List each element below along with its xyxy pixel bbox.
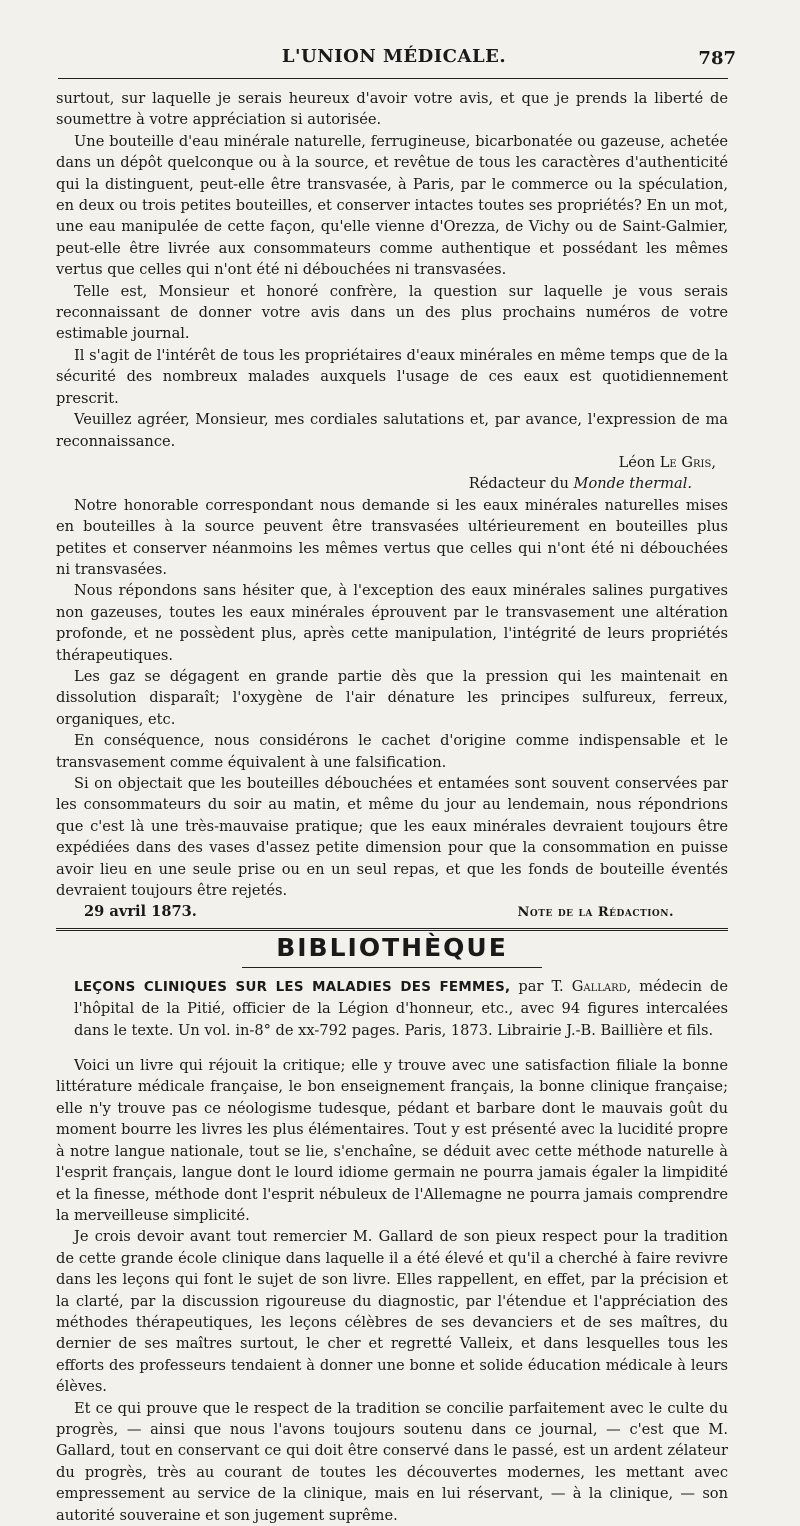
page-number: 787 [698,48,736,69]
book-by: par T. [518,977,564,995]
letter-paragraph: Une bouteille d'eau minérale naturelle, ferrugineuse, bicarbonatée ou gazeuse, achetée dans un dépôt quelconque ou à la source, et revêtue de tous les caractères d'authenticité qui la distinguent, peut-elle être transvasée, à Paris, par le commerce ou la spéculation, en deux ou trois petites bouteilles, et conserver intactes toutes ses propriétés? En un mot, une eau manipulée de cette façon, qu'elle vienne d'Orezza, de Vichy ou de Saint-Galmier, peut-elle être livrée aux consommateurs comme authentique et possédant les mêmes vertus que celles qui n'ont été ni débouchées ni transvasées. [56,132,728,279]
review-paragraph: Voici un livre qui réjouit la critique; elle y trouve avec une satisfaction filiale la bonne littérature médicale française, le bon enseignement français, la bonne clinique française; elle n'y trouve pas ce néologisme tudesque, pédant et barbare dont le mauvais goût du moment bourre les livres les plus élémentaires. Tout y est présenté avec la lucidité propre à notre langue nationale, tout se lie, s'enchaîne, se déduit avec cette méthode naturelle à l'esprit français, langue dont le lourd idiome germain ne pourra jamais égaler la limpidité et la finesse, méthode dont l'esprit nébuleux de l'Allemagne ne pourra jamais comprendre la merveilleuse simplicité. [56,1057,728,1224]
note-row [56,901,728,923]
bibliography-entry [56,976,728,1041]
signature-surname: Le Gris, [659,453,716,471]
section-title-rule [242,967,542,968]
letter-paragraph: Telle est, Monsieur et honoré confrère, la question sur laquelle je vous serais reconnaissant de donner votre avis dans un des plus prochains numéros de votre estimable journal. [56,282,728,343]
signature-publication: Monde thermal. [573,475,692,493]
book-author: Gallard, [571,977,632,995]
article-date: 29 avril 1873. [84,903,197,921]
spacer [56,1041,728,1055]
response-paragraph: Notre honorable correspondant nous demande si les eaux minérales naturelles mises en bouteilles à la source peuvent être transvasées ultérieurement en bouteilles plus petites et conserver néanmoins les mêmes vertus que celles qui n'ont été ni débouchées ni transvasées. [56,496,728,578]
page-body [56,88,728,1526]
letter-paragraph: surtout, sur laquelle je serais heureux d'avoir votre avis, et que je prends la liberté de soumettre à votre appréciation si autorisée. [56,90,728,129]
response-paragraph: Les gaz se dégagent en grande partie dès que la pression qui les maintenait en dissolution disparaît; l'oxygène de l'air dénature les principes sulfureux, ferreux, organiques, etc. [56,667,728,728]
response-paragraph: Si on objectait que les bouteilles débouchées et entamées sont souvent conservées par les consommateurs du soir au matin, et même du jour au lendemain, nous répondrions que c'est là une très-mauvaise pratique; que les eaux minérales devraient toujours être expédiées dans des vases d'assez petite dimension pour que la consommation en puisse avoir lieu en une seule prise ou en un seul repas, et que les fonds de bouteille éventés devraient toujours être rejetés. [56,775,728,900]
signature-first-name: Léon [618,453,656,471]
letter-paragraph: Il s'agit de l'intérêt de tous les propriétaires d'eaux minérales en même temps que de la sécurité des nombreux malades auxquels l'usage de ces eaux est quotidiennement prescrit. [56,346,728,407]
signature-name [56,452,728,473]
editor-note: Note de la Rédaction. [517,905,674,921]
book-title: LEÇONS CLINIQUES SUR LES MALADIES DES FEMMES, [74,979,511,995]
letter-paragraph: Veuillez agréer, Monsieur, mes cordiales salutations et, par avance, l'expression de ma reconnaissance. [56,411,728,450]
journal-title: L'UNION MÉDICALE. [281,46,507,67]
running-header [58,42,736,76]
book-details: médecin de l'hôpital de la Pitié, officier de la Légion d'honneur, etc., avec 94 figures intercalées dans le texte. Un vol. in-8° de xx-792 pages. Paris, 1873. Librairie J.-B. Baillière et fils. [74,977,728,1039]
response-paragraph: Nous répondons sans hésiter que, à l'exception des eaux minérales salines purgatives non gazeuses, toutes les eaux minérales éprouvent par le transvasement une altération profonde, et ne possèdent plus, après cette manipulation, l'intégrité de leurs propriétés thérapeutiques. [56,582,728,664]
response-paragraph: En conséquence, nous considérons le cachet d'origine comme indispensable et le transvasement comme équivalent à une falsification. [56,732,728,771]
section-divider [56,928,728,931]
review-paragraph: Je crois devoir avant tout remercier M. Gallard de son pieux respect pour la tradition de cette grande école clinique dans laquelle il a été élevé et qu'il a cherché à faire revivre dans les leçons qui font le sujet de son livre. Elles rappellent, en effet, par la précision et la clarté, par la discussion rigoureuse du diagnostic, par l'étendue et l'appréciation des méthodes thérapeutiques, les leçons célèbres de ses devanciers et de ses maîtres, du dernier de ses maîtres surtout, le cher et regretté Valleix, et dans lesquelles tous les efforts des professeurs tendaient à donner une bonne et solide éducation médicale à leurs élèves. [56,1228,728,1396]
header-rule [58,78,728,79]
review-paragraph: Et ce qui prouve que le respect de la tradition se concilie parfaitement avec le culte du progrès, — ainsi que nous l'avons toujours soutenu dans ce journal, — c'est que M. Gallard, tout en conservant ce qui doit être conservé dans le passé, est un ardent zélateur du progrès, très au courant de toutes les découvertes modernes, les mettant avec empressement au service de la clinique, mais en lui réservant, — à la clinique, — son autorité souveraine et son jugement suprême. [56,1399,728,1524]
signature-role-text: Rédacteur du [468,475,569,493]
section-title: BIBLIOTHÈQUE [276,932,508,962]
signature-role [56,473,728,494]
